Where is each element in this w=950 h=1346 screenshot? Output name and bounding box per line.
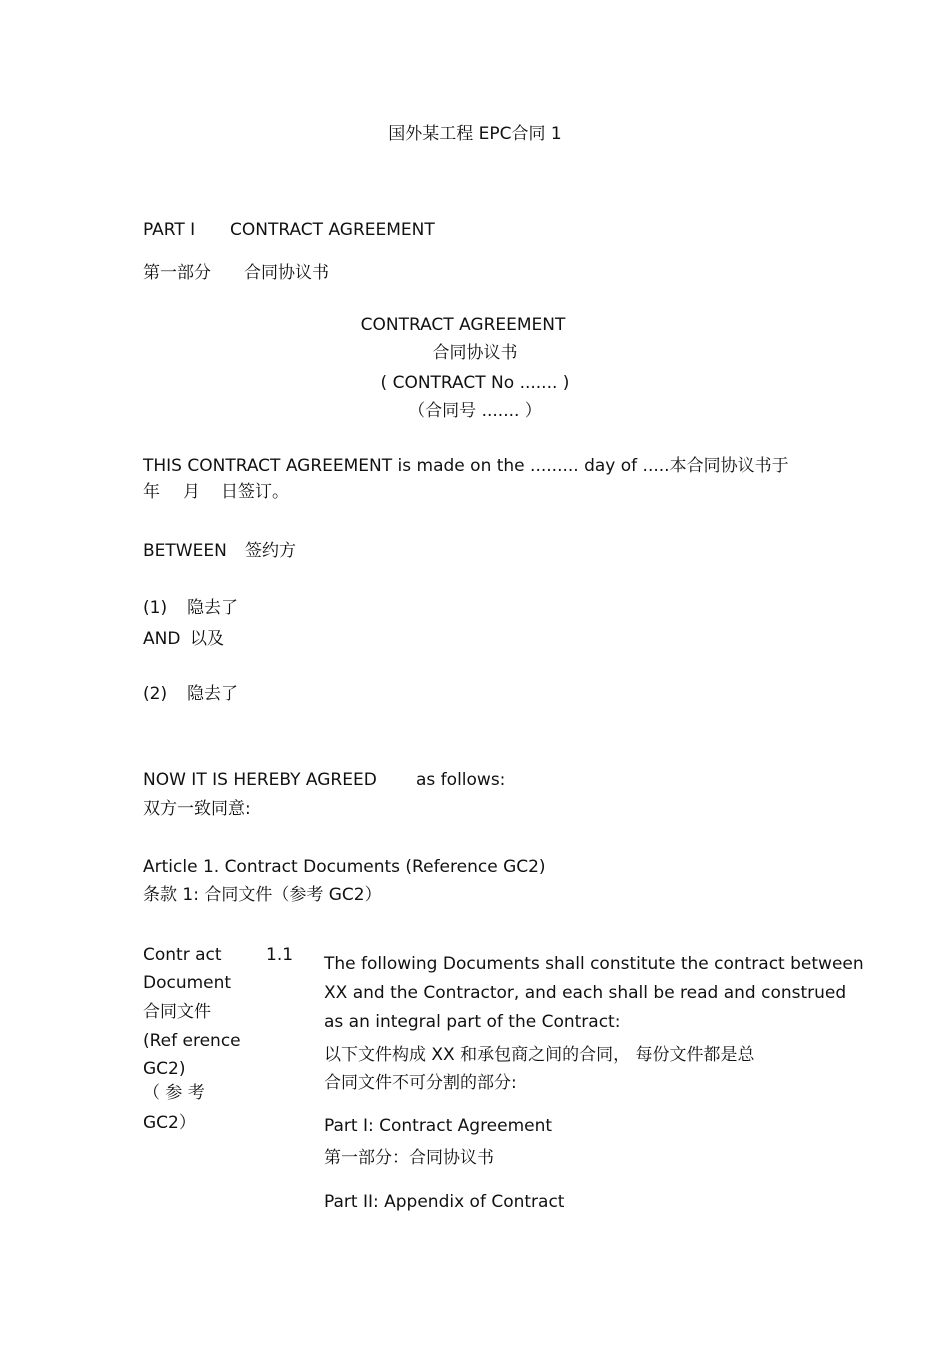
intro-day: 日签订。 bbox=[221, 482, 289, 502]
party-1-number: (1) bbox=[143, 598, 168, 618]
party-2-name: 隐去了 bbox=[187, 684, 238, 704]
clause-text-line-1: The following Documents shall constitute the contract between bbox=[324, 954, 864, 974]
agreed-en-follows: as follows: bbox=[416, 770, 506, 790]
side-label-document: Document bbox=[143, 973, 232, 993]
part1-heading-cn-title: 合同协议书 bbox=[244, 263, 329, 283]
party-1-name: 隐去了 bbox=[187, 598, 238, 618]
list-item-part-2-en: Part II: Appendix of Contract bbox=[324, 1192, 565, 1212]
contract-agreement-title-cn: 合同协议书 bbox=[432, 343, 518, 363]
intro-month: 月 bbox=[183, 482, 200, 502]
article-1-heading-cn: 条款 1: 合同文件（参考 GC2） bbox=[143, 885, 382, 905]
side-label-cn: 合同文件 bbox=[143, 1002, 211, 1022]
party-2-number: (2) bbox=[143, 684, 168, 704]
list-item-part-1-en: Part I: Contract Agreement bbox=[324, 1116, 553, 1136]
clause-number: 1.1 bbox=[266, 945, 294, 965]
part1-heading-en-title: CONTRACT AGREEMENT bbox=[230, 220, 435, 240]
side-label-gc2: GC2) bbox=[143, 1059, 186, 1079]
side-label-contract: Contr act bbox=[143, 945, 222, 965]
clause-text-line-3: as an integral part of the Contract: bbox=[324, 1012, 621, 1032]
contract-agreement-title-en: CONTRACT AGREEMENT bbox=[360, 315, 566, 335]
side-label-reference: (Ref erence bbox=[143, 1031, 241, 1051]
list-item-part-1-cn: 第一部分：合同协议书 bbox=[324, 1148, 494, 1168]
clause-text-cn-line-2: 合同文件不可分割的部分: bbox=[324, 1073, 517, 1093]
clause-text-line-2: XX and the Contractor, and each shall be read and construed bbox=[324, 983, 847, 1003]
contract-number-en: ( CONTRACT No ....... ) bbox=[380, 373, 570, 393]
contract-number-cn: （合同号 ....... ） bbox=[408, 401, 542, 421]
agreed-en: NOW IT IS HEREBY AGREED bbox=[143, 770, 377, 790]
and-en: AND bbox=[143, 629, 181, 649]
part1-heading-en-label: PART I bbox=[143, 220, 196, 240]
agreed-cn: 双方一致同意: bbox=[143, 799, 251, 819]
between-cn: 签约方 bbox=[245, 541, 296, 561]
and-cn: 以及 bbox=[190, 629, 224, 649]
document-title: 国外某工程 EPC合同 1 bbox=[388, 124, 562, 144]
part1-heading-cn-label: 第一部分 bbox=[143, 263, 211, 283]
intro-line-1: THIS CONTRACT AGREEMENT is made on the ......... day of .....本合同协议书于 bbox=[143, 456, 789, 476]
side-label-reference-cn: （ 参 考 bbox=[143, 1083, 205, 1103]
side-label-gc2-cn: GC2） bbox=[143, 1113, 196, 1133]
intro-year: 年 bbox=[143, 482, 160, 502]
article-1-heading-en: Article 1. Contract Documents (Reference GC2) bbox=[143, 857, 546, 877]
between-en: BETWEEN bbox=[143, 541, 227, 561]
clause-text-cn-line-1: 以下文件构成 XX 和承包商之间的合同， 每份文件都是总 bbox=[324, 1045, 755, 1065]
